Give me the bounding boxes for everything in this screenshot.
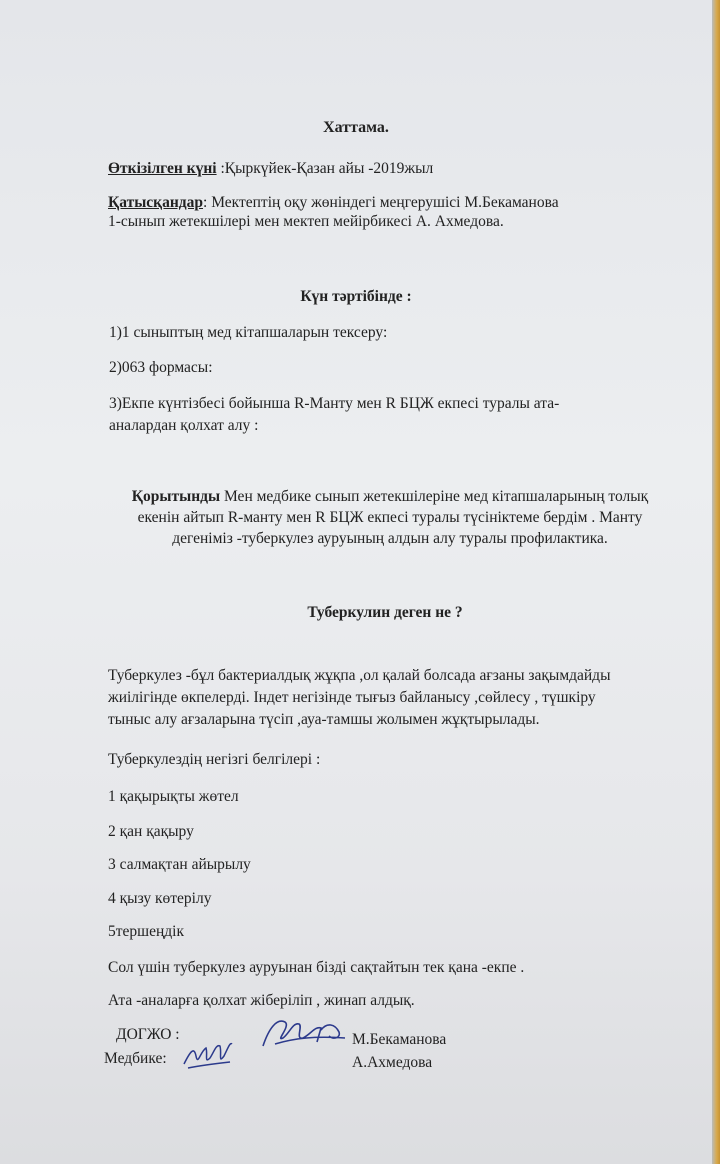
description-line1: Туберкулез -бұл бактериалдық жұқпа ,ол қалай болсада ағзаны зақымдайды (108, 667, 611, 684)
sign-item-2: 2 қан қақыру (108, 823, 194, 840)
nurse-signature-icon (178, 1034, 238, 1079)
head-signature-icon (255, 1008, 350, 1058)
participants-line1: : Мектептің оқу жөніндегі меңгерушісі М.Бекаманова (203, 194, 559, 211)
agenda-item-3: 3)Екпе күнтізбесі бойынша R-Манту мен R БЦЖ екпесі туралы ата- (109, 395, 560, 412)
agenda-item-2: 2)063 формасы: (109, 359, 213, 376)
participants-line2: 1-сынып жетекшілері мен мектеп мейірбикесі А. Ахмедова. (108, 213, 504, 230)
held-date-line (108, 159, 433, 179)
closing-line2: Ата -аналарға қолхат жіберіліп , жинап алдық. (108, 992, 415, 1009)
document-title: Хаттама. (323, 119, 389, 136)
sign-item-3: 3 салмақтан айырылу (108, 856, 251, 873)
held-date-label: Өткізілген күні (108, 160, 217, 177)
conclusion-line3: дегеніміз -туберкулез ауруының алдын алу туралы профилактика. (172, 530, 608, 547)
sign-item-4: 4 қызу көтерілу (108, 890, 212, 907)
participants-label: Қатысқандар (108, 194, 204, 211)
agenda-item-3-cont: аналардан қолхат алу : (109, 417, 259, 434)
agenda-title: Күн тәртібінде : (300, 288, 412, 305)
held-date-value: :Қыркүйек-Қазан айы -2019жыл (216, 160, 434, 177)
conclusion-line1 (0, 487, 720, 507)
sign-item-5: 5тершеңдік (108, 923, 184, 940)
desk-edge (712, 0, 720, 1164)
conclusion-line2: екенін айтып R-манту мен R БЦЖ екпесі туралы түсініктеме бердім . Манту (137, 509, 643, 526)
sign-item-1: 1 қақырықты жөтел (108, 788, 239, 805)
participants-line (108, 193, 559, 213)
signature-name-2: А.Ахмедова (352, 1054, 433, 1071)
description-line2: жиілігінде өкпелерді. Індет негізінде тығыз байланысу ,сөйлесу , түшкіру (108, 689, 596, 706)
signature-role-1: ДОГЖО : (116, 1026, 180, 1043)
description-line3: тыныс алу ағзаларына түсіп ,ауа-тамшы жолымен жұқтырылады. (108, 711, 540, 728)
signs-title: Туберкулездің негізгі белгілері : (108, 751, 321, 768)
closing-line1: Сол үшін туберкулез ауруынан бізді сақтайтын тек қана -екпе . (108, 959, 525, 976)
agenda-item-1: 1)1 сыныптың мед кітапшаларын тексеру: (109, 324, 388, 341)
question-title: Туберкулин деген не ? (307, 604, 463, 621)
conclusion-text1: Мен медбике сынып жетекшілеріне мед кітапшаларының толық (220, 488, 649, 505)
conclusion-label: Қорытынды (131, 488, 221, 505)
signature-role-2: Медбике: (104, 1050, 167, 1067)
signature-name-1: М.Бекаманова (352, 1031, 447, 1048)
